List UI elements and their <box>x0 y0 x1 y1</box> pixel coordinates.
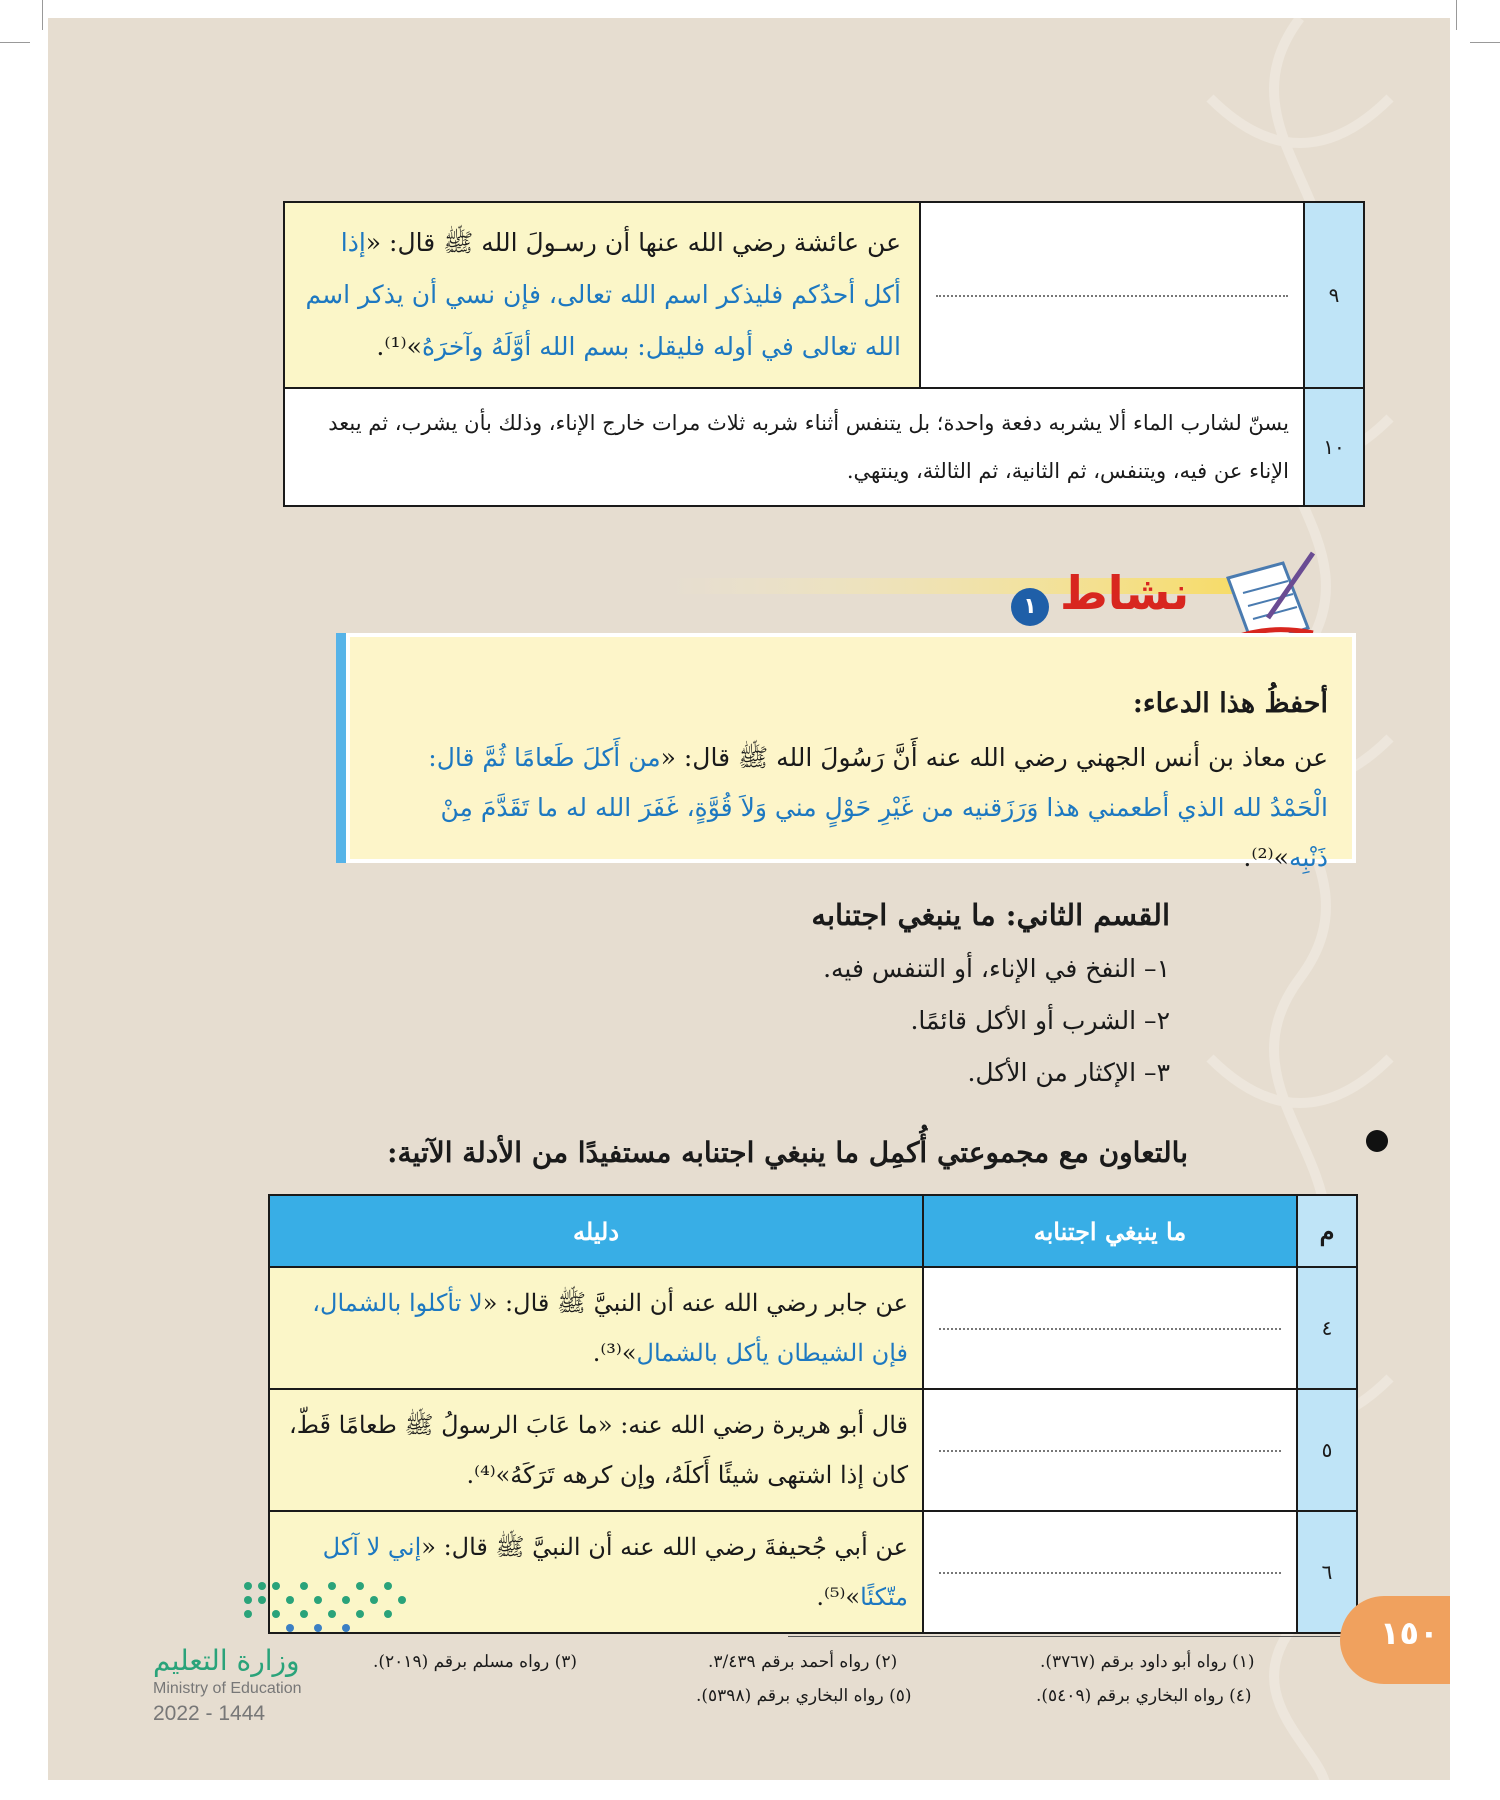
page-number: ١٥٠ <box>1380 1614 1439 1652</box>
header-evidence: دليله <box>269 1195 923 1267</box>
list-item: ٢– الشرب أو الأكل قائمًا. <box>910 1006 1170 1035</box>
evidence-cell: عن عائشة رضي الله عنها أن رسـولَ الله ﷺ قال: «إذا أكل أحدُكم فليذكر اسم الله تعالى، فإن نسي أن يذكر اسم الله تعالى في أوله فليقل: بسم الله أوَّلَهُ وآخرَهُ»⁽¹⁾. <box>284 202 920 388</box>
footnote-1: (١) رواه أبو داود برقم (٣٧٦٧). <box>1040 1652 1255 1672</box>
footnote-5: (٥) رواه البخاري برقم (٥٣٩٨). <box>696 1686 912 1706</box>
activity-note <box>336 633 1356 872</box>
ministry-year: 2022 - 1444 <box>153 1702 266 1725</box>
table-header-row <box>269 1195 1357 1267</box>
evidence-cell: قال أبو هريرة رضي الله عنه: «ما عَابَ الرسولُ ﷺ طعامًا قَطّ، كان إذا اشتهى شيئًا أَكلَهُ، وإن كرهه تَرَكَهُ»⁽⁴⁾. <box>269 1389 923 1511</box>
section-title: القسم الثاني: ما ينبغي اجتنابه <box>811 898 1170 932</box>
footnote-2: (٢) رواه أحمد برقم ٣/٤٣٩. <box>708 1652 898 1672</box>
list-item: ١– النفخ في الإناء، أو التنفس فيه. <box>823 954 1170 983</box>
page <box>48 18 1450 1780</box>
ministry-arabic: وزارة التعليم <box>153 1644 300 1677</box>
footnote-rule <box>788 1636 1348 1637</box>
answer-blank[interactable] <box>923 1389 1297 1511</box>
header-avoid: ما ينبغي اجتنابه <box>923 1195 1297 1267</box>
bullet-icon <box>1366 1130 1388 1152</box>
header-num: م <box>1297 1195 1357 1267</box>
ministry-english: Ministry of Education <box>153 1680 302 1697</box>
table-row <box>269 1389 1357 1511</box>
ministry-logo-icon <box>238 1576 408 1636</box>
table-row <box>284 202 1364 388</box>
evidence-cell: عن جابر رضي الله عنه أن النبيَّ ﷺ قال: «لا تأكلوا بالشمال، فإن الشيطان يأكل بالشمال»⁽³⁾. <box>269 1267 923 1389</box>
table-row <box>269 1267 1357 1389</box>
task-instruction: بالتعاون مع مجموعتي أُكمِل ما ينبغي اجتنابه مستفيدًا من الأدلة الآتية: <box>387 1136 1188 1169</box>
info-cell: يسنّ لشارب الماء ألا يشربه دفعة واحدة؛ بل يتنفس أثناء شربه ثلاث مرات خارج الإناء، وذلك بأن يشرب، ثم يبعد الإناء عن فيه، ويتنفس، ثم الثانية، ثم الثالثة، وينتهي. <box>284 388 1304 506</box>
row-number: ٦ <box>1297 1511 1357 1633</box>
table-row <box>284 388 1364 506</box>
list-item: ٣– الإكثار من الأكل. <box>967 1058 1170 1087</box>
top-evidence-table <box>283 201 1365 507</box>
activity-number-badge: ١ <box>1011 588 1049 626</box>
note-heading: أحفظُ هذا الدعاء: <box>1132 688 1328 719</box>
answer-blank[interactable] <box>923 1267 1297 1389</box>
evidence-cell: عن أبي جُحيفةَ رضي الله عنه أن النبيَّ ﷺ قال: «إني لا آكل متّكئًا»⁽⁵⁾. <box>269 1511 923 1633</box>
answer-blank[interactable] <box>923 1511 1297 1633</box>
row-number: ١٠ <box>1304 388 1364 506</box>
answer-blank[interactable] <box>920 202 1304 388</box>
footnote-4: (٤) رواه البخاري برقم (٥٤٠٩). <box>1036 1686 1252 1706</box>
row-number: ٥ <box>1297 1389 1357 1511</box>
table-row <box>269 1511 1357 1633</box>
activity-title: نشاط <box>1060 566 1190 620</box>
row-number: ٤ <box>1297 1267 1357 1389</box>
note-body: عن معاذ بن أنس الجهني رضي الله عنه أَنَّ رَسُولَ الله ﷺ قال: «من أَكلَ طَعامًا ثُمَّ قال: الْحَمْدُ لله الذي أطعمني هذا وَرَزَقنيه من غَيْرِ حَوْلٍ مني وَلاَ قُوَّةٍ، غَفَرَ الله له ما تَقَدَّمَ مِنْ ذَنْبِه»⁽²⁾. <box>428 743 1328 872</box>
row-number: ٩ <box>1304 202 1364 388</box>
footnote-3: (٣) رواه مسلم برقم (٢٠١٩). <box>373 1652 578 1672</box>
avoid-evidence-table <box>268 1194 1358 1634</box>
page-number-tab <box>1340 1596 1450 1684</box>
